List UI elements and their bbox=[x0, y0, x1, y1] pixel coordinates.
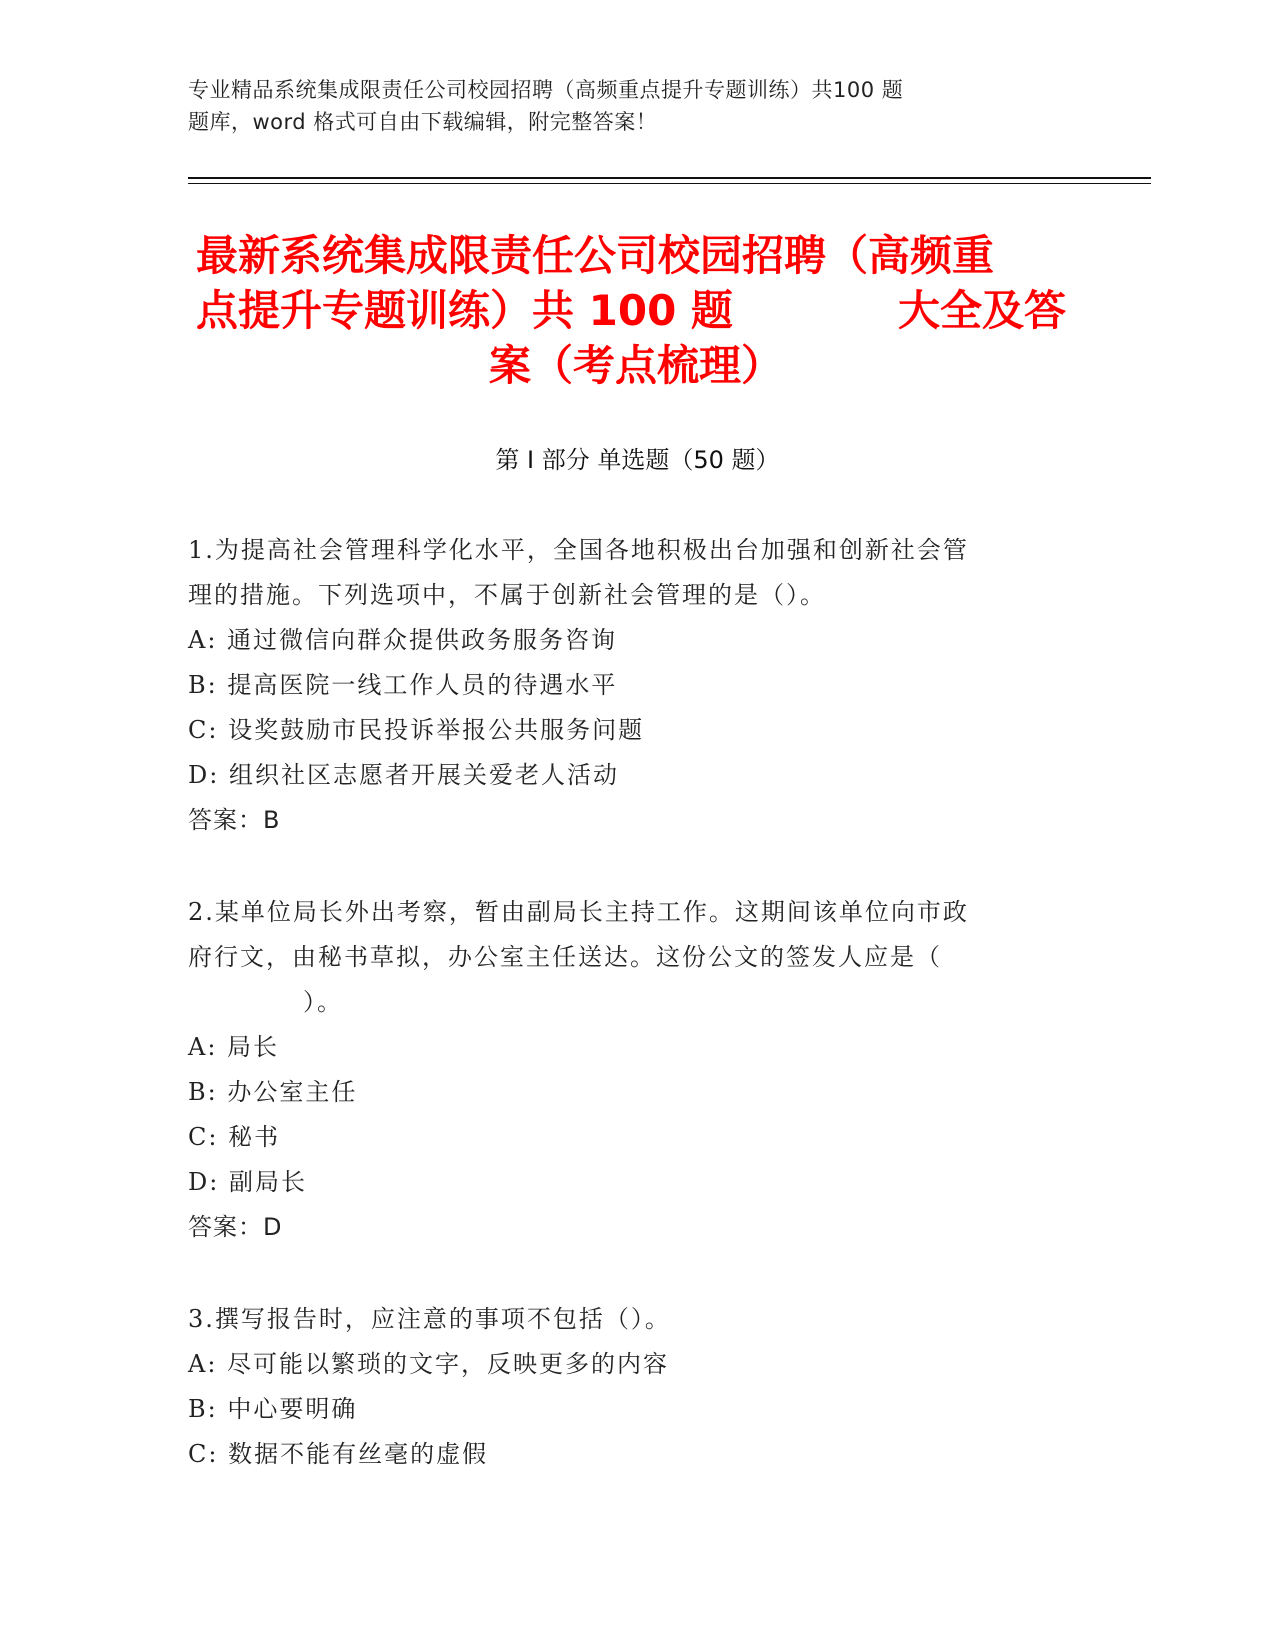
option-b: B: 提高医院一线工作人员的待遇水平 bbox=[188, 671, 618, 699]
question-text bbox=[188, 528, 1068, 618]
document-header bbox=[188, 74, 1048, 138]
question-text-line-1: 3.撰写报告时，应注意的事项不包括（）。 bbox=[188, 1305, 671, 1333]
answer-label: 答案：B bbox=[188, 806, 281, 834]
answer-label: 答案：D bbox=[188, 1213, 283, 1241]
main-title bbox=[196, 228, 1076, 393]
option-b: B: 办公室主任 bbox=[188, 1078, 358, 1106]
question-3 bbox=[188, 1297, 1068, 1477]
question-text bbox=[188, 1297, 1068, 1342]
option-c: C: 数据不能有丝毫的虚假 bbox=[188, 1440, 489, 1468]
title-line-1: 最新系统集成限责任公司校园招聘（高频重 bbox=[196, 231, 995, 280]
header-line-1: 专业精品系统集成限责任公司校园招聘（高频重点提升专题训练）共100 题 bbox=[188, 78, 904, 102]
option-a: A: 尽可能以繁琐的文字，反映更多的内容 bbox=[188, 1350, 670, 1378]
question-text-line-1: 1.为提高社会管理科学化水平，全国各地积极出台加强和创新社会管 bbox=[188, 536, 969, 564]
option-c: C: 设奖鼓励市民投诉举报公共服务问题 bbox=[188, 716, 645, 744]
title-line-2 bbox=[196, 283, 1066, 338]
option-a: A: 局长 bbox=[188, 1033, 280, 1061]
question-text-line-1: 2.某单位局长外出考察，暂由副局长主持工作。这期间该单位向市政 bbox=[188, 898, 969, 926]
option-d: D: 组织社区志愿者开展关爱老人活动 bbox=[188, 761, 619, 789]
option-a: A: 通过微信向群众提供政务服务咨询 bbox=[188, 626, 618, 654]
question-text bbox=[188, 890, 1068, 1025]
title-line-2-right: 大全及答 bbox=[897, 286, 1066, 335]
question-list bbox=[188, 528, 1068, 1524]
question-1 bbox=[188, 528, 1068, 843]
title-line-3: 案（考点梳理） bbox=[488, 341, 783, 390]
question-text-line-2: 理的措施。下列选项中，不属于创新社会管理的是（）。 bbox=[188, 581, 826, 609]
header-divider-thick bbox=[188, 177, 1151, 179]
title-line-2-left: 点提升专题训练）共 100 题 bbox=[196, 286, 733, 335]
header-line-2: 题库，word 格式可自由下载编辑，附完整答案！ bbox=[188, 110, 658, 134]
question-text-line-2: 府行文，由秘书草拟，办公室主任送达。这份公文的签发人应是（ bbox=[188, 943, 942, 971]
header-divider-thin bbox=[188, 183, 1151, 184]
section-title: 第 I 部分 单选题（50 题） bbox=[495, 446, 780, 474]
option-b: B: 中心要明确 bbox=[188, 1395, 358, 1423]
question-text-line-3: ）。 bbox=[303, 988, 343, 1016]
option-c: C: 秘书 bbox=[188, 1123, 281, 1151]
option-d: D: 副局长 bbox=[188, 1168, 307, 1196]
question-2 bbox=[188, 890, 1068, 1250]
